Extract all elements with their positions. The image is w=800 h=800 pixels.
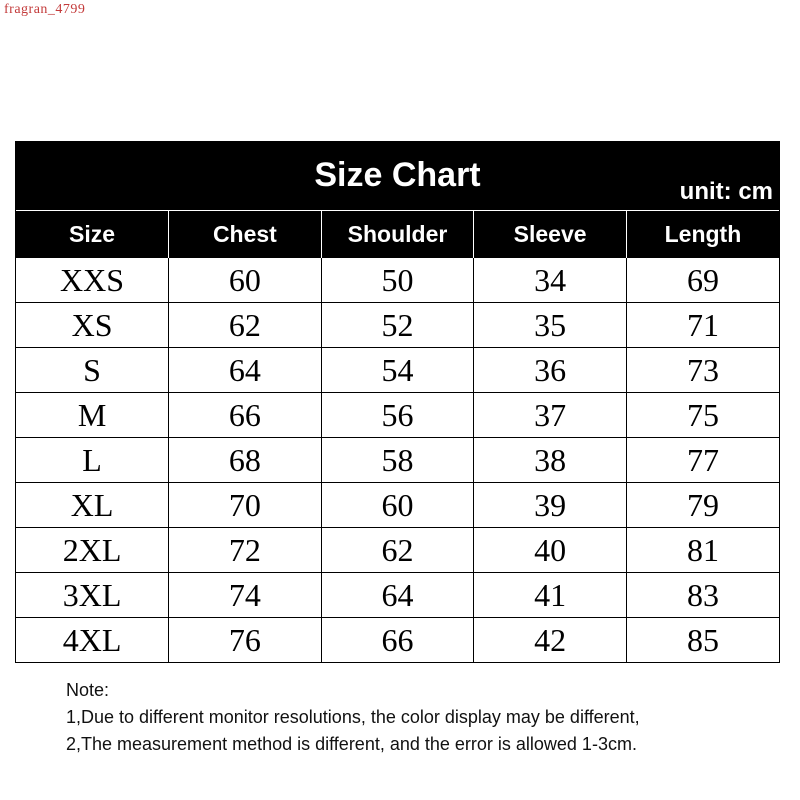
cell-shoulder: 54	[321, 348, 474, 393]
unit-label: unit: cm	[679, 178, 773, 205]
cell-shoulder: 60	[321, 483, 474, 528]
cell-length: 83	[626, 573, 779, 618]
note-heading: Note:	[66, 680, 110, 700]
cell-shoulder: 50	[321, 258, 474, 303]
cell-length: 77	[626, 438, 779, 483]
cell-size: XS	[16, 303, 169, 348]
cell-sleeve: 37	[474, 393, 627, 438]
cell-length: 73	[626, 348, 779, 393]
cell-size: 3XL	[16, 573, 169, 618]
cell-sleeve: 41	[474, 573, 627, 618]
cell-chest: 76	[169, 618, 322, 663]
cell-sleeve: 39	[474, 483, 627, 528]
table-row	[16, 393, 779, 438]
cell-sleeve: 42	[474, 618, 627, 663]
cell-chest: 60	[169, 258, 322, 303]
cell-shoulder: 56	[321, 393, 474, 438]
header-chest: Chest	[169, 211, 322, 258]
cell-chest: 66	[169, 393, 322, 438]
header-size: Size	[16, 211, 169, 258]
table-body	[16, 258, 779, 663]
cell-chest: 62	[169, 303, 322, 348]
cell-chest: 68	[169, 438, 322, 483]
cell-size: 4XL	[16, 618, 169, 663]
cell-chest: 70	[169, 483, 322, 528]
cell-length: 71	[626, 303, 779, 348]
chart-title: Size Chart	[314, 156, 481, 194]
cell-sleeve: 38	[474, 438, 627, 483]
cell-shoulder: 64	[321, 573, 474, 618]
cell-sleeve: 40	[474, 528, 627, 573]
cell-length: 85	[626, 618, 779, 663]
cell-size: XXS	[16, 258, 169, 303]
table-row	[16, 258, 779, 303]
cell-size: L	[16, 438, 169, 483]
table-row	[16, 303, 779, 348]
cell-length: 79	[626, 483, 779, 528]
size-table	[16, 210, 779, 662]
cell-sleeve: 34	[474, 258, 627, 303]
cell-size: XL	[16, 483, 169, 528]
header-shoulder: Shoulder	[321, 211, 474, 258]
cell-size: 2XL	[16, 528, 169, 573]
cell-chest: 72	[169, 528, 322, 573]
cell-chest: 64	[169, 348, 322, 393]
note-line-1: 1,Due to different monitor resolutions, the color display may be different,	[66, 707, 640, 727]
cell-shoulder: 58	[321, 438, 474, 483]
header-row	[16, 211, 779, 258]
table-row	[16, 483, 779, 528]
cell-length: 75	[626, 393, 779, 438]
table-row	[16, 528, 779, 573]
notes	[66, 677, 640, 758]
note-line-2: 2,The measurement method is different, and the error is allowed 1-3cm.	[66, 734, 637, 754]
cell-chest: 74	[169, 573, 322, 618]
title-bar	[16, 142, 779, 210]
cell-length: 69	[626, 258, 779, 303]
cell-size: M	[16, 393, 169, 438]
table-row	[16, 348, 779, 393]
cell-sleeve: 36	[474, 348, 627, 393]
watermark: fragran_4799	[4, 2, 86, 17]
cell-shoulder: 66	[321, 618, 474, 663]
table-row	[16, 438, 779, 483]
cell-size: S	[16, 348, 169, 393]
cell-length: 81	[626, 528, 779, 573]
cell-shoulder: 52	[321, 303, 474, 348]
cell-shoulder: 62	[321, 528, 474, 573]
table-row	[16, 573, 779, 618]
size-chart	[15, 141, 780, 663]
cell-sleeve: 35	[474, 303, 627, 348]
header-sleeve: Sleeve	[474, 211, 627, 258]
header-length: Length	[626, 211, 779, 258]
table-row	[16, 618, 779, 663]
